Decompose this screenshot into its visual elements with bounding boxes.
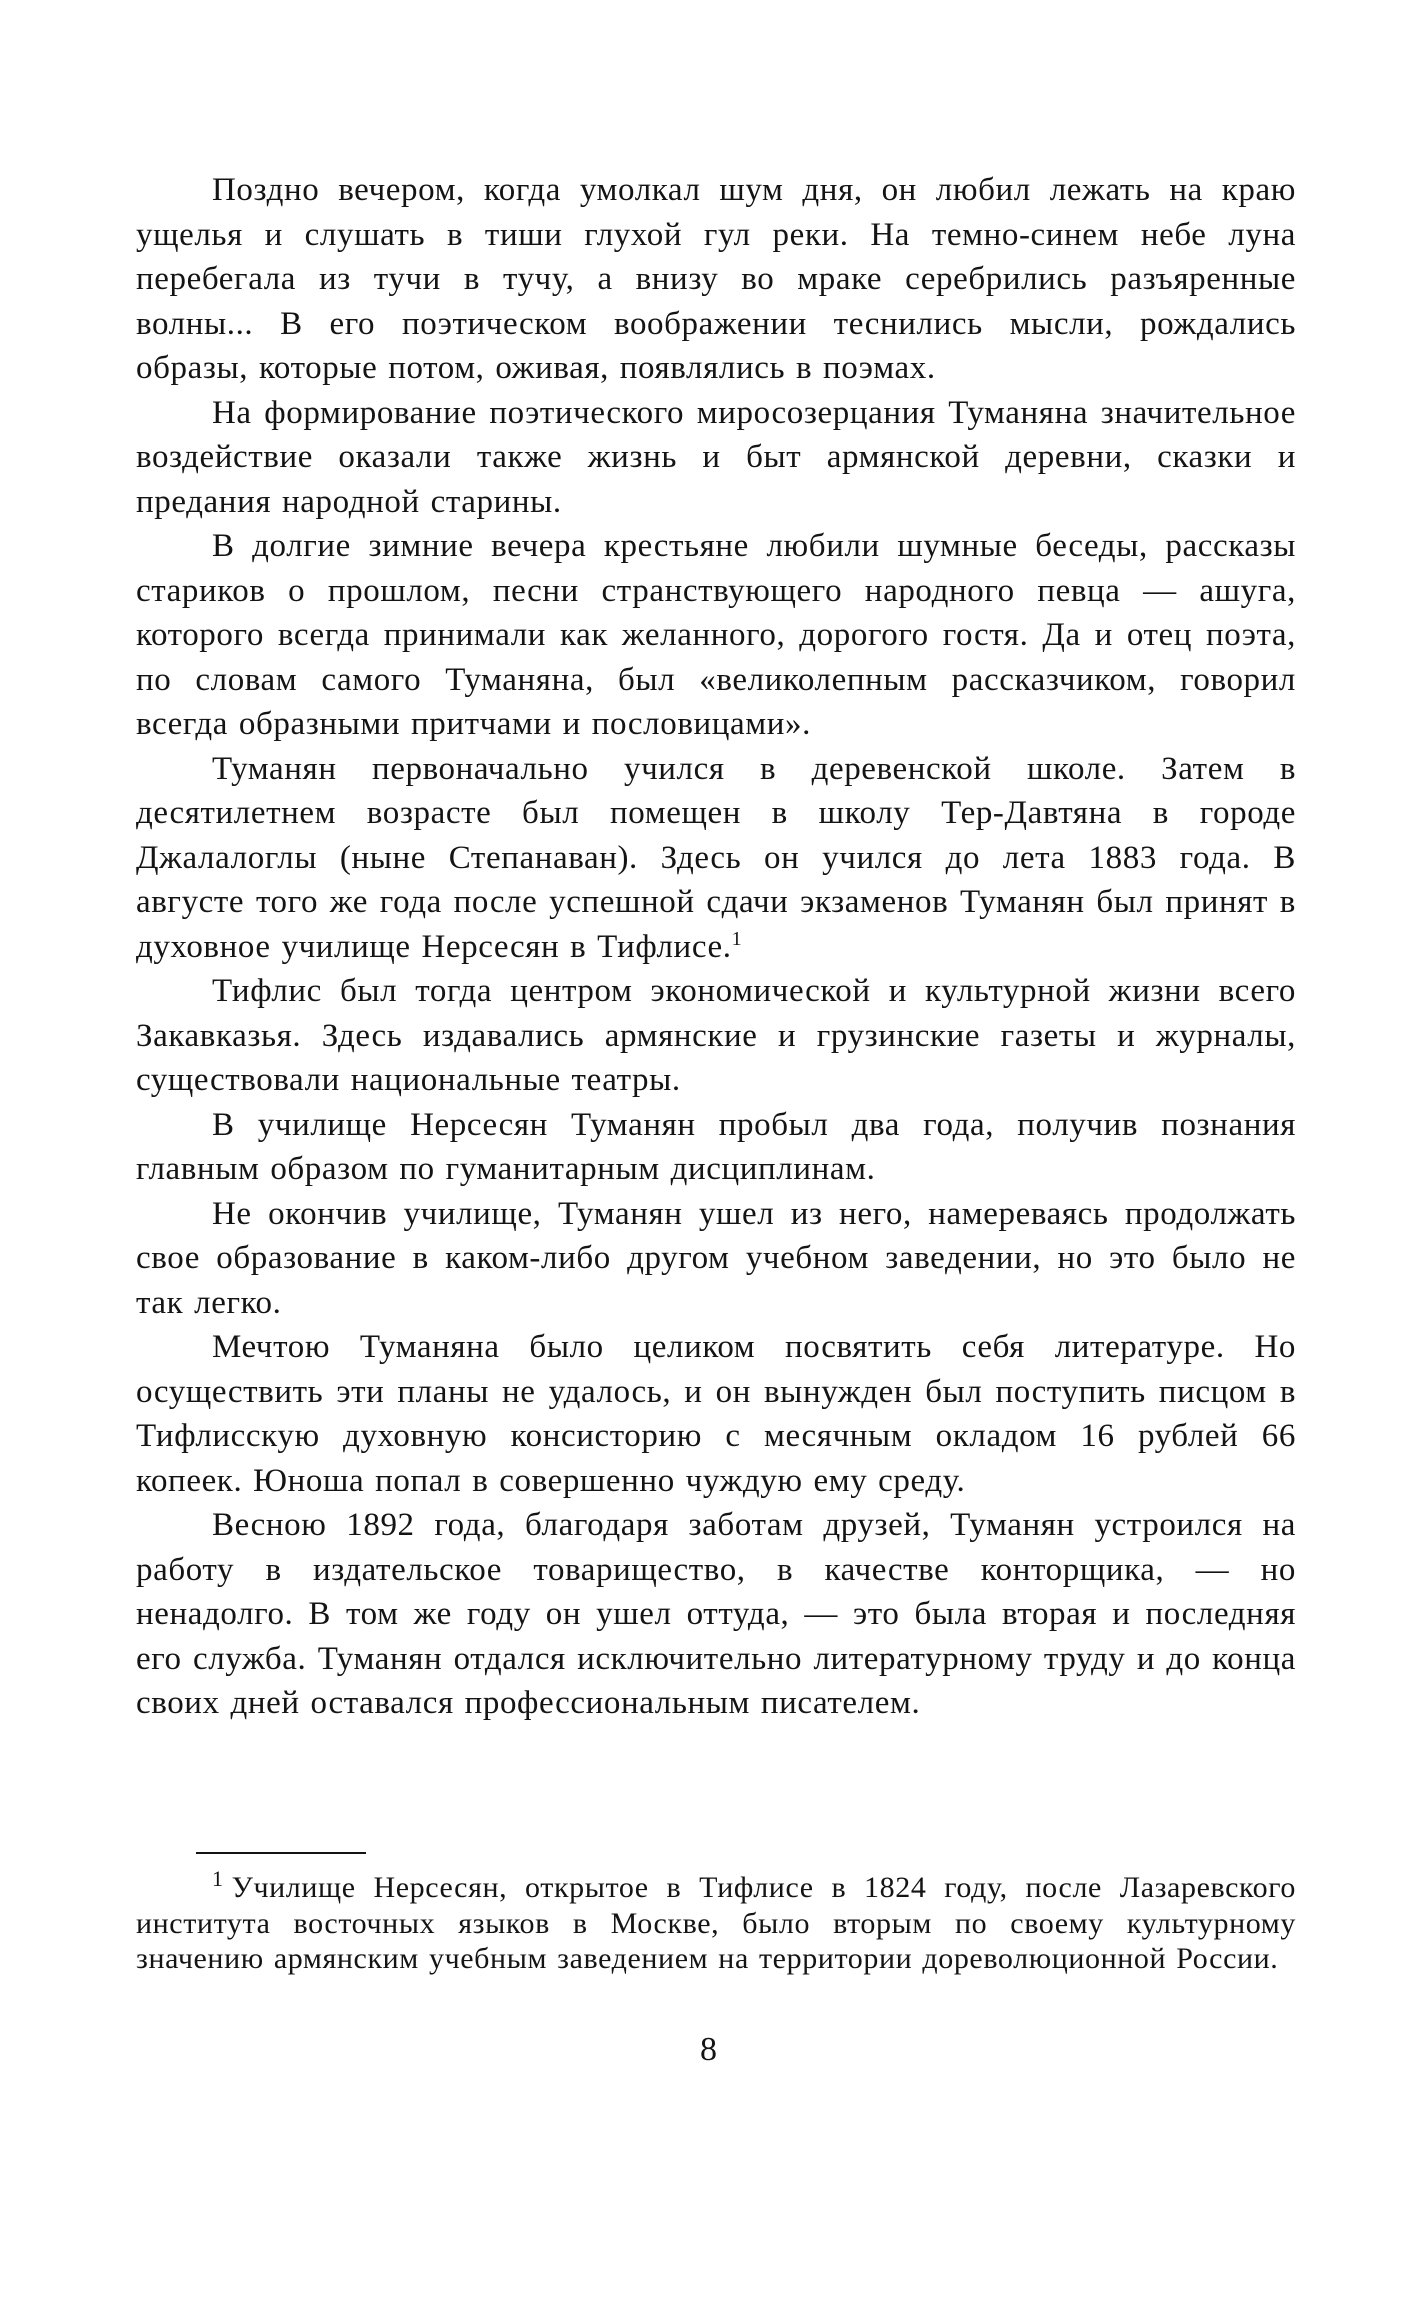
footnote-marker: 1	[212, 1866, 224, 1891]
page-number: 8	[700, 2031, 717, 2068]
footnote-divider	[196, 1852, 366, 1854]
footnote	[136, 1866, 1296, 1977]
paragraph-2: На формирование поэтического миросозерцания Туманяна значительное воздействие оказали также жизнь и быт армянской деревни, сказки и предания народной старины.	[136, 394, 1296, 520]
paragraph-4	[136, 747, 1296, 970]
paragraph-1: Поздно вечером, когда умолкал шум дня, он любил лежать на краю ущелья и слушать в тиши глухой гул реки. На темно-синем небе луна перебегала из тучи в тучу, а внизу во мраке серебрились разъяренные волны... В его поэтическом воображении теснились мысли, рождались образы, которые потом, оживая, появлялись в поэмах.	[136, 172, 1296, 386]
paragraph-3: В долгие зимние вечера крестьяне любили шумные беседы, рассказы стариков о прошлом, песни странствующего народного певца — ашуга, которого всегда принимали как желанного, дорогого гостя. Да и отец поэта, по словам самого Туманяна, был «великолепным рассказчиком, говорил всегда образными притчами и пословицами».	[136, 528, 1296, 742]
paragraph-6: В училище Нерсесян Туманян пробыл два года, получив познания главным образом по гуманитарным дисциплинам.	[136, 1106, 1296, 1187]
main-text	[136, 168, 1296, 1726]
paragraph-7: Не окончив училище, Туманян ушел из него, намереваясь продолжать свое образование в каком-либо другом учебном заведении, но это было не так легко.	[136, 1195, 1296, 1321]
paragraph-5: Тифлис был тогда центром экономической и культурной жизни всего Закавказья. Здесь издавались армянские и грузинские газеты и журналы, существовали национальные театры.	[136, 973, 1296, 1098]
footnote-text: Училище Нерсесян, открытое в Тифлисе в 1824 году, после Лазаревского института восточных языков в Москве, было вторым по своему культурному значению армянским учебным заведением на территории дореволюционной России.	[136, 1871, 1296, 1975]
footnote-reference[interactable]: 1	[731, 927, 743, 950]
paragraph-4-text: Туманян первоначально учился в деревенской школе. Затем в десятилетнем возрасте был помещен в школу Тер-Давтяна в городе Джалалоглы (ныне Степанаван). Здесь он учился до лета 1883 года. В августе того же года после успешной сдачи экзаменов Туманян был принят в духовное училище Нерсесян в Тифлисе.	[136, 750, 1296, 965]
paragraph-8: Мечтою Туманяна было целиком посвятить себя литературе. Но осуществить эти планы не удалось, и он вынужден был поступить писцом в Тифлисскую духовную консисторию с месячным окладом 16 рублей 66 копеек. Юноша попал в совершенно чуждую ему среду.	[136, 1329, 1296, 1499]
paragraph-9: Весною 1892 года, благодаря заботам друзей, Туманян устроился на работу в издательское товарищество, в качестве конторщика, — но ненадолго. В том же году он ушел оттуда, — это была вторая и последняя его служба. Туманян отдался исключительно литературному труду и до конца своих дней оставался профессиональным писателем.	[136, 1507, 1296, 1721]
